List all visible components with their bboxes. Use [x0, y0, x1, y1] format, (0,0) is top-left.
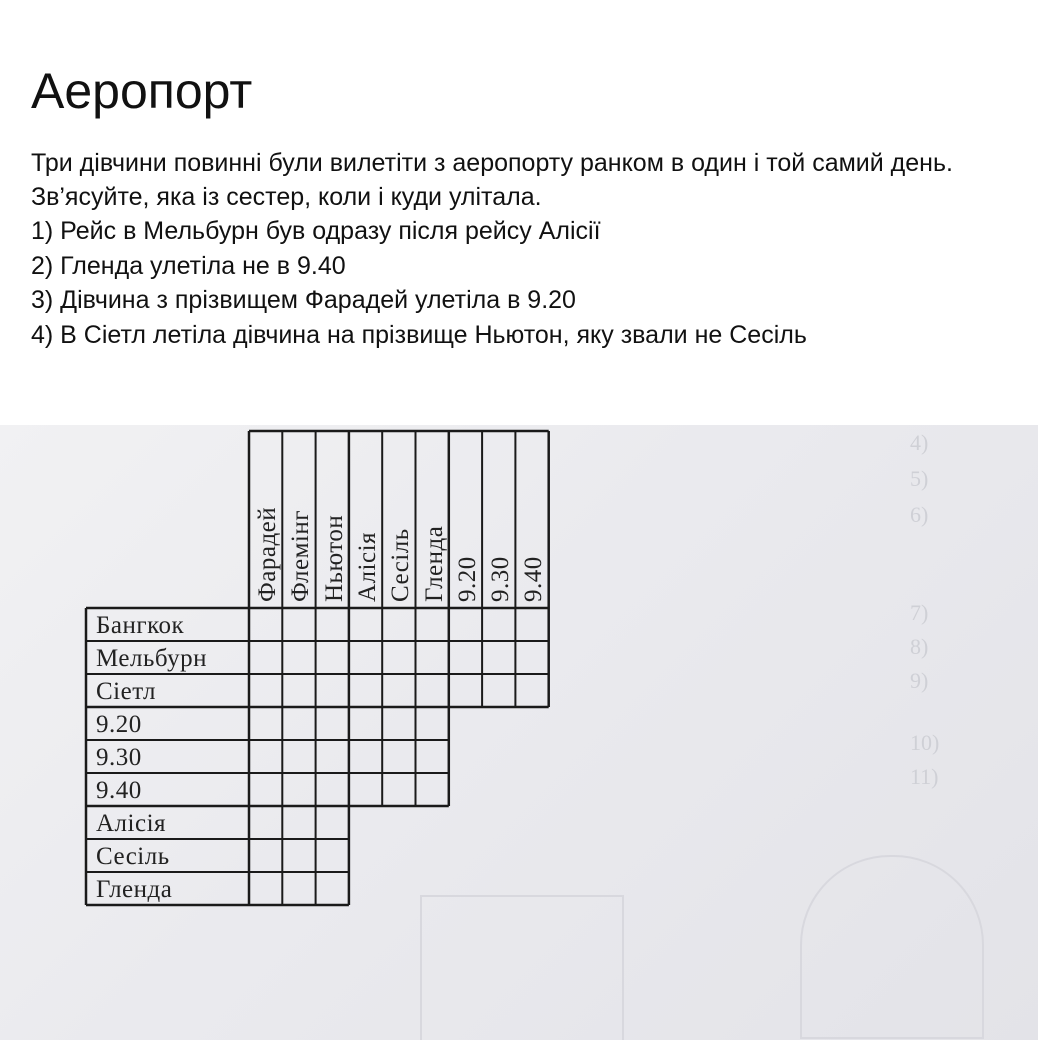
ghost-line: 11) [910, 764, 939, 789]
grid-cell[interactable] [250, 708, 281, 739]
row-header: Сіетл [96, 678, 156, 705]
grid-cell[interactable] [283, 675, 314, 706]
grid-cell[interactable] [516, 609, 547, 640]
grid-cell[interactable] [383, 609, 414, 640]
grid-cell[interactable] [317, 609, 348, 640]
grid-cell[interactable] [283, 609, 314, 640]
row-header: Алісія [96, 810, 167, 837]
puzzle-text [31, 63, 1031, 352]
logic-grid [0, 425, 1038, 1040]
column-header: Ньютон [320, 514, 348, 602]
grid-cell[interactable] [250, 642, 281, 673]
grid-cell[interactable] [483, 642, 514, 673]
grid-cell[interactable] [250, 840, 281, 871]
column-header: Гленда [420, 525, 448, 602]
grid-cell[interactable] [350, 675, 381, 706]
grid-cell[interactable] [350, 708, 381, 739]
grid-cell[interactable] [450, 675, 481, 706]
grid-cell[interactable] [350, 741, 381, 772]
grid-cell[interactable] [283, 741, 314, 772]
column-header: Фарадей [254, 506, 281, 602]
grid-cell[interactable] [383, 675, 414, 706]
grid-cell[interactable] [317, 873, 348, 904]
ghost-line: 4) [910, 430, 929, 455]
grid-cell[interactable] [417, 675, 448, 706]
grid-cell[interactable] [250, 807, 281, 838]
grid-cell[interactable] [417, 774, 448, 805]
grid-cell[interactable] [250, 774, 281, 805]
grid-cell[interactable] [350, 774, 381, 805]
clue-list [31, 214, 1031, 352]
grid-cell[interactable] [283, 642, 314, 673]
grid-cell[interactable] [250, 609, 281, 640]
row-header: Мельбурн [96, 645, 208, 672]
row-header: Гленда [96, 876, 173, 903]
row-header: 9.20 [96, 711, 142, 738]
column-header: 9.20 [453, 556, 481, 602]
puzzle-intro: Три дівчини повинні були вилетіти з аеропорту ранком в один і той самий день. Зв’ясуйте, яка із сестер, коли і куди улітала. [31, 149, 953, 211]
grid-cell[interactable] [317, 642, 348, 673]
column-header: 9.30 [487, 556, 515, 602]
grid-cell[interactable] [350, 609, 381, 640]
grid-cell[interactable] [383, 642, 414, 673]
grid-cell[interactable] [283, 807, 314, 838]
row-header: Сесіль [96, 843, 170, 870]
grid-cell[interactable] [317, 741, 348, 772]
grid-cell[interactable] [516, 642, 547, 673]
ghost-line: 7) [910, 600, 929, 625]
column-header: Флемінг [287, 510, 315, 602]
clue-item: 3) Дівчина з прізвищем Фарадей улетіла в 9.20 [31, 286, 576, 314]
grid-cell[interactable] [483, 609, 514, 640]
ghost-line: 10) [910, 730, 940, 755]
clue-item: 4) В Сіетл летіла дівчина на прізвище Ньютон, яку звали не Сесіль [31, 320, 807, 349]
clue-item: 1) Рейс в Мельбурн був одразу після рейсу Алісії [31, 217, 601, 245]
column-header: Сесіль [387, 528, 415, 602]
row-header: 9.40 [96, 777, 142, 804]
grid-cell[interactable] [383, 741, 414, 772]
grid-cell[interactable] [350, 642, 381, 673]
clue-item: 2) Гленда улетіла не в 9.40 [31, 251, 346, 280]
grid-cell[interactable] [417, 708, 448, 739]
grid-cell[interactable] [417, 741, 448, 772]
grid-cell[interactable] [417, 642, 448, 673]
ghost-line: 9) [910, 668, 929, 693]
ghost-line: 5) [910, 466, 929, 491]
grid-cell[interactable] [317, 774, 348, 805]
row-header: 9.30 [96, 744, 142, 771]
grid-cell[interactable] [283, 708, 314, 739]
grid-cell[interactable] [250, 873, 281, 904]
puzzle-title: Аеропорт [31, 63, 253, 119]
column-header: 9.40 [520, 556, 548, 602]
grid-cell[interactable] [250, 675, 281, 706]
grid-cell[interactable] [317, 807, 348, 838]
grid-cell[interactable] [283, 873, 314, 904]
grid-cell[interactable] [317, 675, 348, 706]
grid-cell[interactable] [516, 675, 547, 706]
grid-cell[interactable] [317, 840, 348, 871]
grid-cell[interactable] [450, 609, 481, 640]
column-header: Алісія [353, 531, 381, 602]
logic-grid-photo [0, 425, 1038, 1040]
grid-cell[interactable] [383, 708, 414, 739]
grid-cell[interactable] [483, 675, 514, 706]
grid-cell[interactable] [283, 774, 314, 805]
row-header: Бангкок [96, 612, 185, 639]
grid-cell[interactable] [283, 840, 314, 871]
grid-cell[interactable] [317, 708, 348, 739]
ghost-line: 8) [910, 634, 929, 659]
grid-cell[interactable] [417, 609, 448, 640]
grid-cell[interactable] [383, 774, 414, 805]
grid-cell[interactable] [450, 642, 481, 673]
grid-cell[interactable] [250, 741, 281, 772]
ghost-line: 6) [910, 502, 929, 527]
